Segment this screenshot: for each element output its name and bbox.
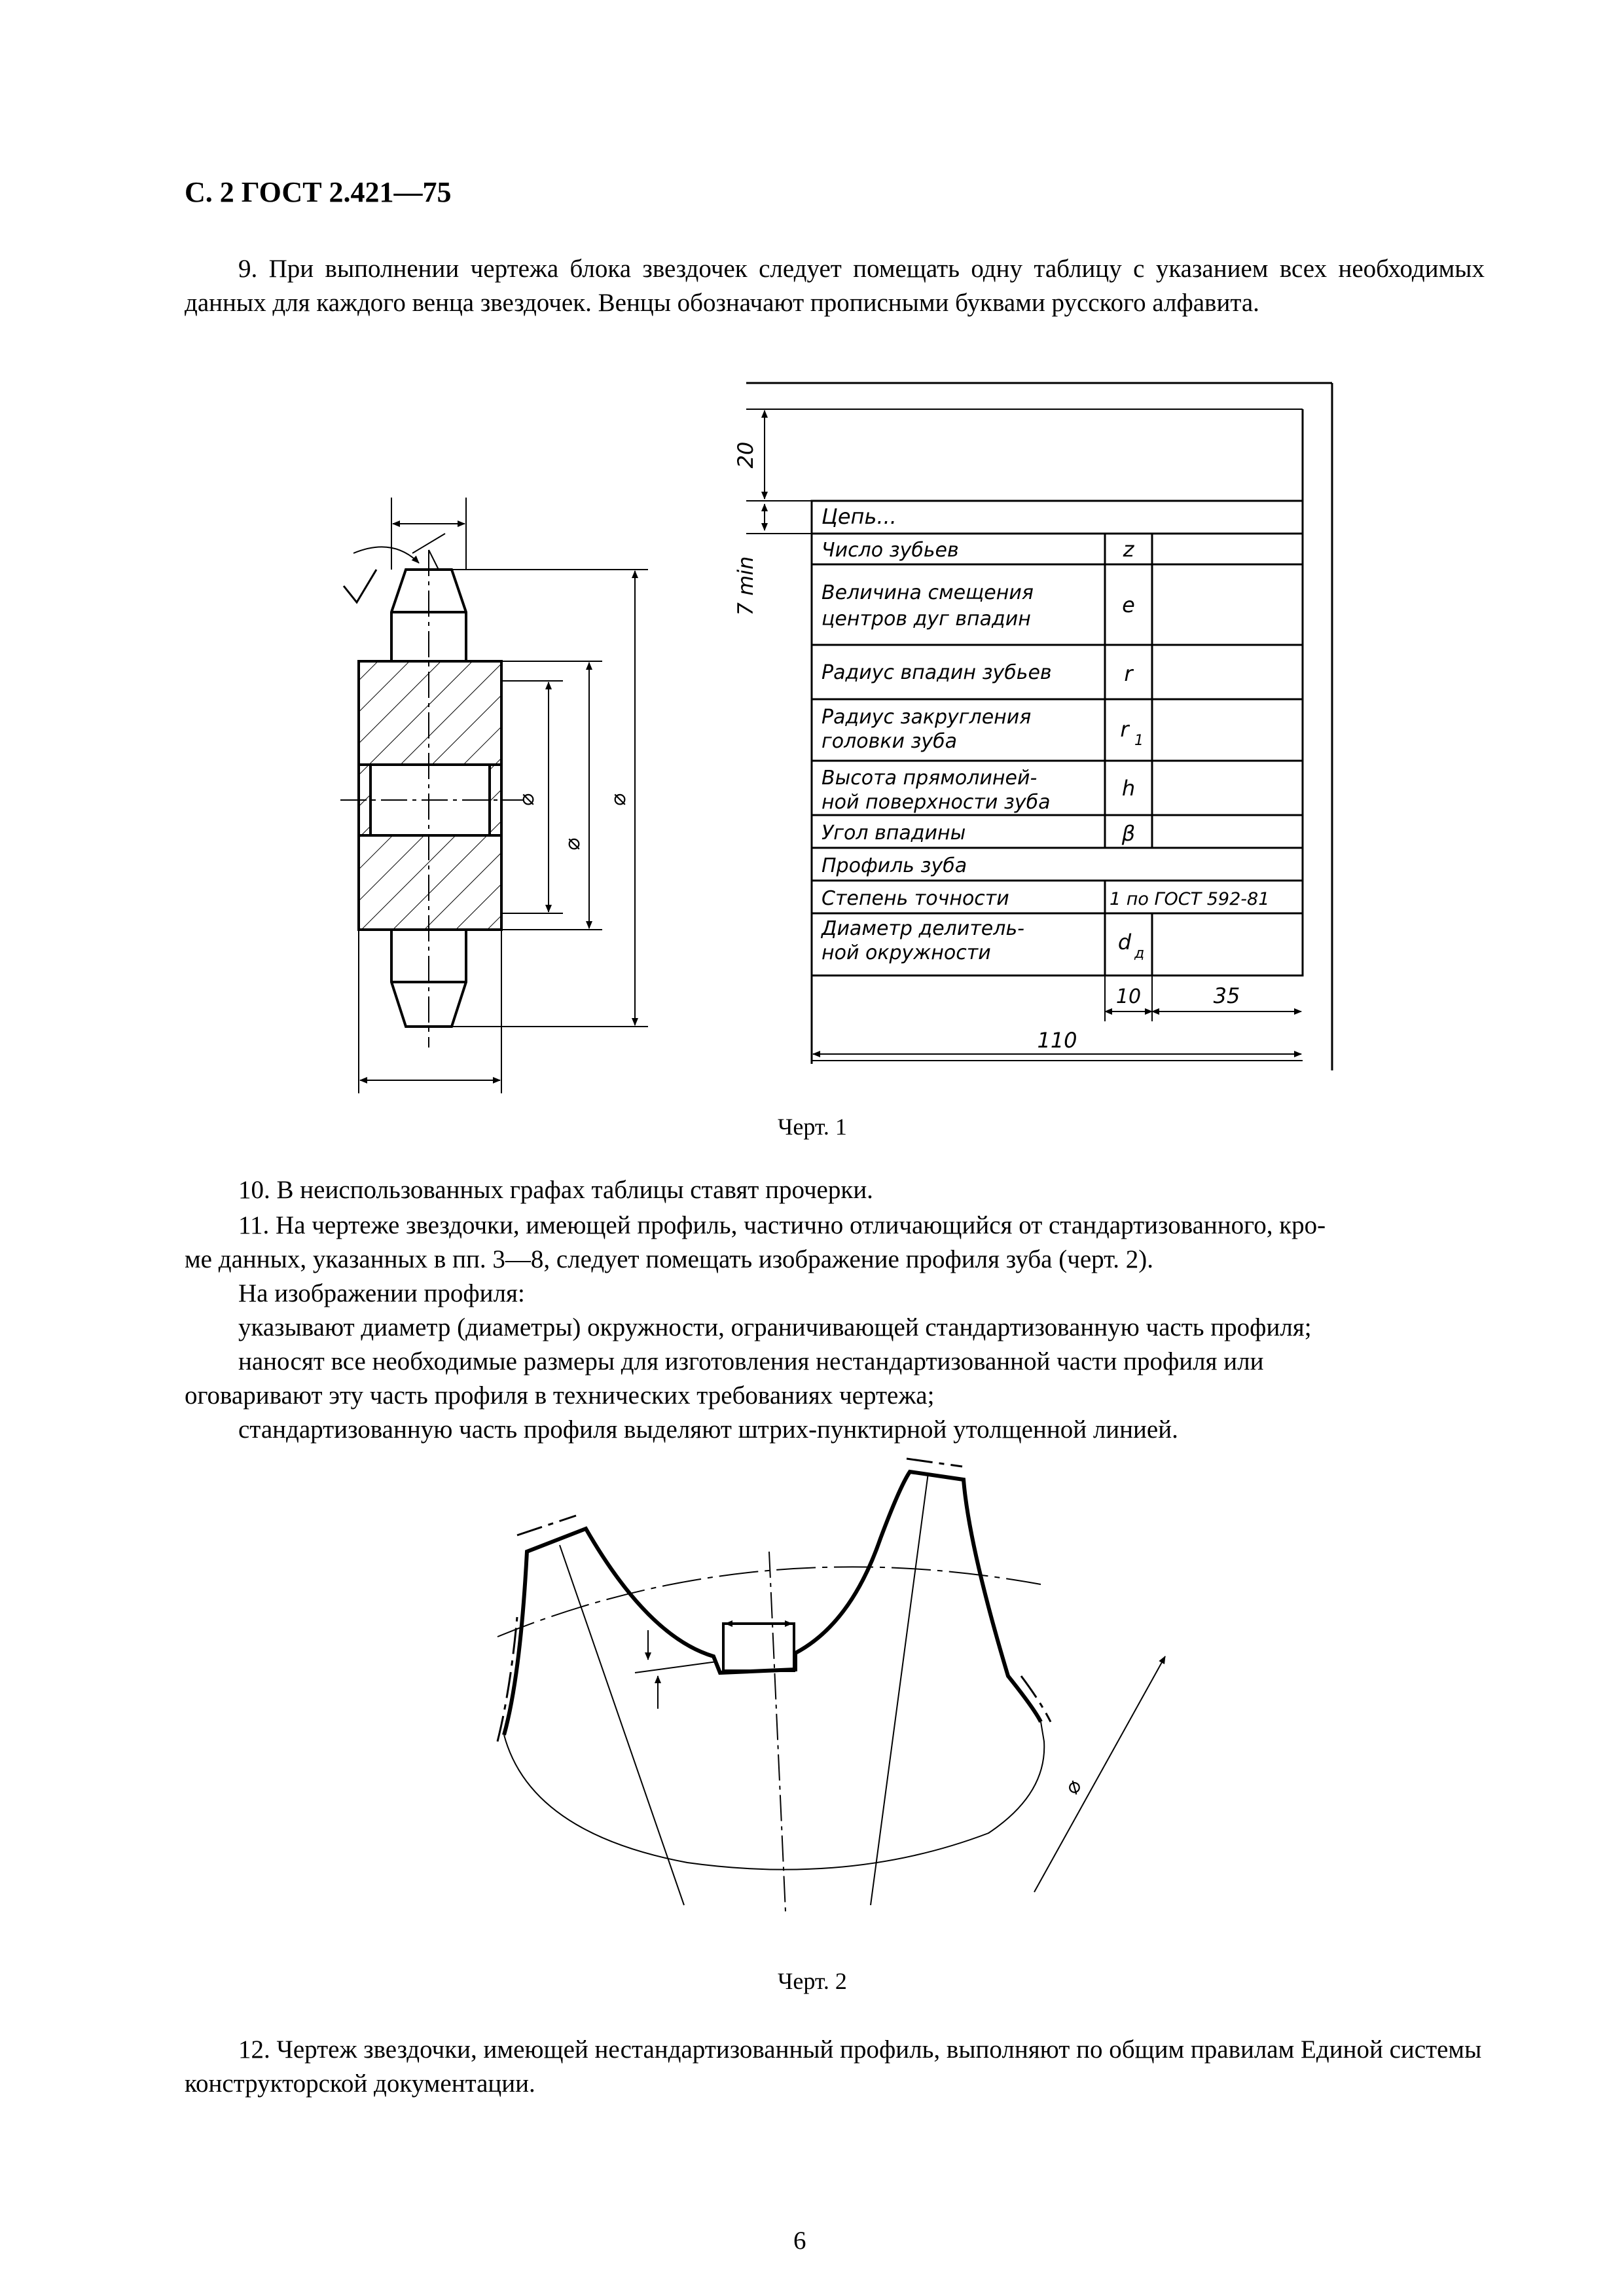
row-symbol-teeth: z bbox=[1123, 537, 1134, 562]
row-symbol-straight: h bbox=[1121, 776, 1136, 801]
paragraph-11-line-5: наносят все необходимые размеры для изготовления нестандартизованной части профиля или bbox=[238, 1347, 1264, 1376]
paragraph-11-line-7: стандартизованную часть профиля выделяют штрих-пунктирной утолщенной линией. bbox=[238, 1415, 1178, 1444]
row-value-accuracy: 1 по ГОСТ 592-81 bbox=[1110, 889, 1270, 909]
row-label-angle: Угол впадины bbox=[822, 822, 966, 845]
paragraph-9: 9. При выполнении чертежа блока звездочек следует помещать одну таблицу с указанием всех необходимых данных для каждого венца звездочек. Венцы обозначают прописными буквами русского алфавита. bbox=[185, 255, 1485, 317]
row-symbol-tip-radius: r bbox=[1120, 717, 1129, 742]
paragraph-11-line-1: 11. На чертеже звездочки, имеющей профиль, частично отличающийся от стандартизованного, кро- bbox=[238, 1211, 1326, 1239]
diameter-symbol-hub: ⌀ bbox=[560, 838, 585, 851]
row-label-pitch-diameter-2: ной окружности bbox=[822, 941, 991, 964]
paragraph-10: 10. В неиспользованных графах таблицы ставят прочерки. bbox=[238, 1176, 873, 1204]
row-label-tip-radius-2: головки зуба bbox=[822, 730, 958, 753]
row-symbol-angle: β bbox=[1121, 821, 1136, 846]
tooth-profile-outline bbox=[504, 1472, 1041, 1735]
row-symbol-offset: e bbox=[1122, 592, 1135, 617]
row-symbol-pitch-diameter-sub: д bbox=[1134, 945, 1145, 962]
diameter-symbol-fig2: ⌀ bbox=[1058, 1775, 1087, 1799]
dimension-7min: 7 min bbox=[733, 556, 758, 616]
sprocket-section bbox=[340, 550, 524, 1048]
paragraph-11-line-3: На изображении профиля: bbox=[238, 1279, 525, 1307]
dimension-10: 10 bbox=[1115, 985, 1142, 1008]
paragraph-11-line-2: ме данных, указанных в пп. 3—8, следует помещать изображение профиля зуба (черт. 2). bbox=[185, 1245, 1153, 1273]
row-label-offset-2: центров дуг впадин bbox=[822, 608, 1031, 630]
row-label-straight-1: Высота прямолиней- bbox=[822, 767, 1038, 790]
row-label-straight-2: ной поверхности зуба bbox=[822, 791, 1051, 814]
figure-2-drawing bbox=[497, 1459, 1165, 1912]
figure-2-caption: Черт. 2 bbox=[778, 1968, 847, 1994]
diameter-symbol-bore: ⌀ bbox=[514, 793, 539, 807]
paragraph-12: 12. Чертеж звездочки, имеющей нестандартизованный профиль, выполняют по общим правилам Единой системы конструкторской документации. bbox=[185, 2035, 1482, 2098]
row-label-teeth: Число зубьев bbox=[822, 539, 959, 562]
page-header: С. 2 ГОСТ 2.421—75 bbox=[185, 176, 452, 208]
row-symbol-pitch-diameter: d bbox=[1117, 930, 1132, 955]
row-label-accuracy: Степень точности bbox=[822, 887, 1009, 910]
diameter-symbol-outer: ⌀ bbox=[605, 793, 630, 807]
paragraph-11-line-4: указывают диаметр (диаметры) окружности, ограничивающей стандартизованную часть профиля; bbox=[238, 1313, 1312, 1341]
row-label-offset-1: Величина смещения bbox=[822, 581, 1034, 604]
row-label-root-radius: Радиус впадин зубьев bbox=[822, 661, 1052, 684]
paragraph-11-line-6: оговаривают эту часть профиля в технических требованиях чертежа; bbox=[185, 1381, 935, 1410]
row-label-pitch-diameter-1: Диаметр делитель- bbox=[822, 917, 1024, 940]
table-title: Цепь... bbox=[822, 504, 897, 529]
figure-1-caption: Черт. 1 bbox=[778, 1114, 847, 1140]
page-number: 6 bbox=[793, 2227, 806, 2255]
body-contour bbox=[504, 1722, 1044, 1870]
dimension-110: 110 bbox=[1037, 1028, 1077, 1053]
row-symbol-tip-radius-sub: 1 bbox=[1134, 733, 1144, 749]
root-detail bbox=[723, 1624, 794, 1671]
row-symbol-root-radius: r bbox=[1124, 661, 1133, 686]
row-label-tip-radius-1: Радиус закругления bbox=[822, 706, 1032, 729]
dimension-20: 20 bbox=[733, 441, 758, 469]
row-label-profile: Профиль зуба bbox=[822, 854, 967, 877]
dimension-35: 35 bbox=[1213, 983, 1240, 1008]
